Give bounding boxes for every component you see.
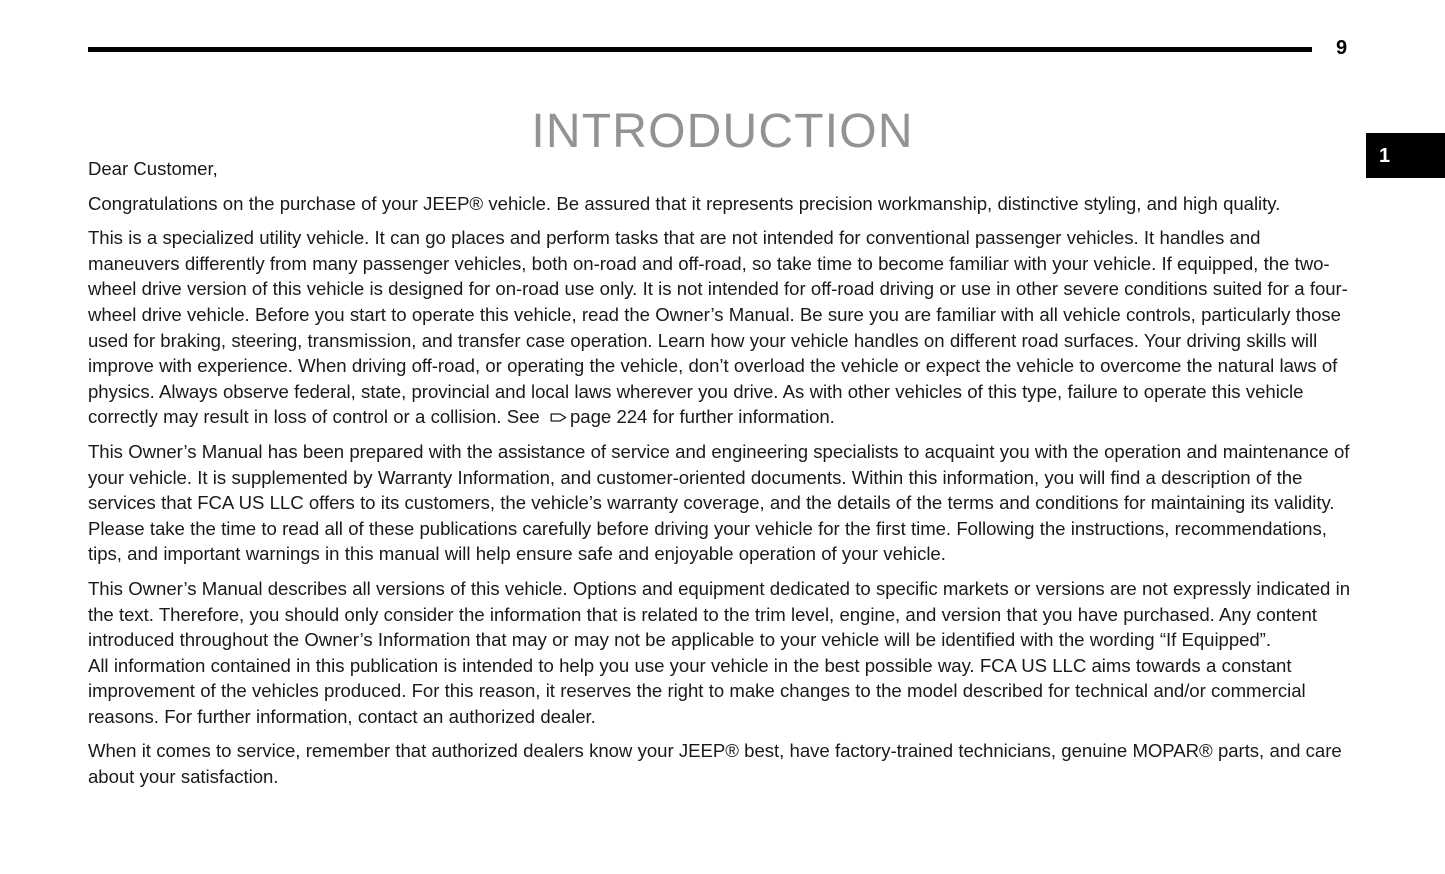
see-reference-target: page 224 for further information.	[570, 406, 835, 428]
page-number: 9	[1336, 37, 1348, 59]
paragraph-congratulations: Congratulations on the purchase of your JEEP® vehicle. Be assured that it represents precision workmanship, distinctive styling, and high quality.	[88, 192, 1281, 214]
paragraph-service: When it comes to service, remember that authorized dealers know your JEEP® best, have factory-trained technicians, genuine MOPAR® parts, and care about your satisfaction.	[88, 740, 1342, 788]
paragraph-specialized-utility-vehicle-text: This is a specialized utility vehicle. It can go places and perform tasks that are not intended for conventional passenger vehicles. It handles and maneuvers differently from many passenger vehicles, both on-road and off-road, so take time to become familiar with your vehicle. If equipped, the two-wheel drive version of this vehicle is designed for on-road use only. It is not intended for off-road driving or use in other severe conditions suited for a four-wheel drive vehicle. Before you start to operate this vehicle, read the Owner’s Manual. Be sure you are familiar with all vehicle controls, particularly those used for braking, steering, transmission, and transfer case operation. Learn how your vehicle handles on different road surfaces. Your driving skills will improve with experience. When driving off-road, or operating the vehicle, don’t overload the vehicle or expect the vehicle to overcome the natural laws of physics. Always observe federal, state, provincial and local laws wherever you drive. As with other vehicles of this type, failure to operate this vehicle correctly may result in loss of control or a collision. See	[88, 227, 1348, 428]
paragraph-specialized-utility-vehicle	[88, 225, 1354, 430]
page-title: INTRODUCTION	[531, 105, 914, 159]
paragraph-all-information: All information contained in this publication is intended to help you use your vehicle in the best possible way. FCA US LLC aims towards a constant improvement of the vehicles produced. For this reason, it reserves the right to make changes to the model described for technical and/or commercial reasons. For further information, contact an authorized dealer.	[88, 654, 1306, 727]
paragraph-all-versions: This Owner’s Manual describes all versions of this vehicle. Options and equipment dedicated to specific markets or versions are not expressly indicated in the text. Therefore, you should only consider the information that is related to the trim level, engine, and version that you have purchased. Any content introduced throughout the Owner’s Information that may or may not be applicable to your vehicle will be identified with the wording “If Equipped”.	[88, 577, 1351, 651]
header-rule	[88, 47, 1312, 52]
paragraph-owners-manual-prepared: This Owner’s Manual has been prepared with the assistance of service and engineering specialists to acquaint you with the operation and maintenance of your vehicle. It is supplemented by Warranty Information, and customer-oriented documents. Within this information, you will find a description of the services that FCA US LLC offers to its customers, the vehicle’s warranty coverage, and the details of the terms and conditions for maintaining its validity. Please take the time to read all of these publications carefully before driving your vehicle for the first time. Following the instructions, recommendations, tips, and important warnings in this manual will help ensure safe and enjoyable operation of your vehicle.	[88, 440, 1350, 565]
salutation: Dear Customer,	[88, 158, 218, 179]
chapter-tab-label: 1	[1379, 144, 1391, 167]
page-body	[88, 156, 1354, 799]
see-reference-arrow-icon	[550, 411, 567, 424]
page-header	[0, 0, 1445, 70]
